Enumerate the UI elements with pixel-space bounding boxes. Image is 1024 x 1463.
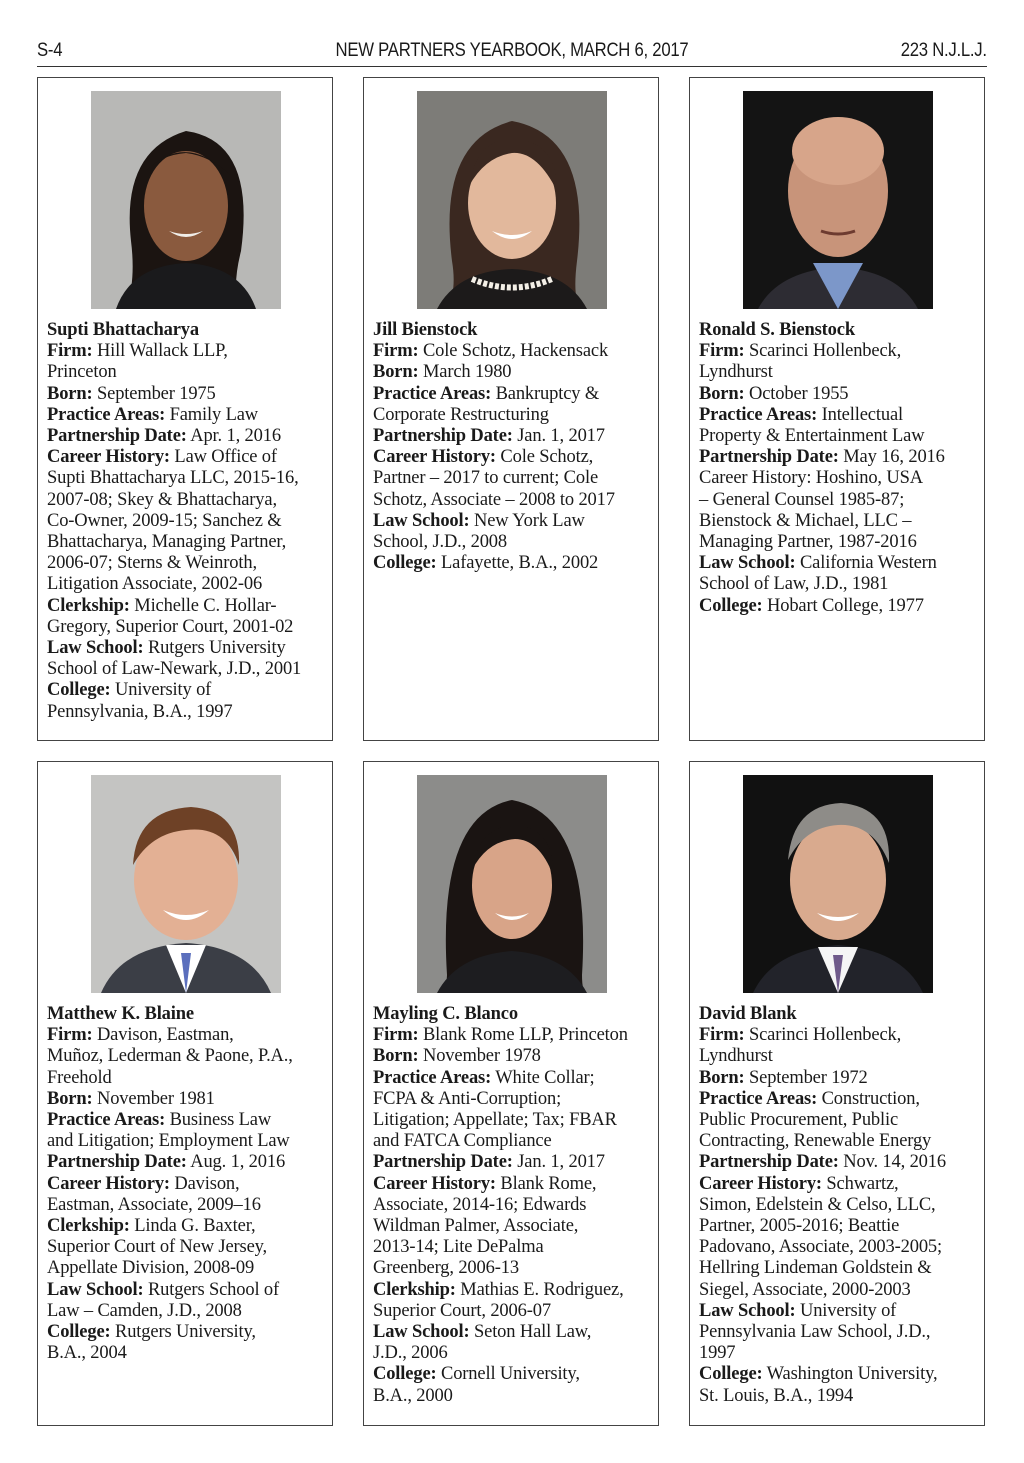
bio-line [47,1258,331,1279]
bio-field-label: College: [699,595,763,616]
bio-line [373,468,657,489]
bio-field-label: Born: [699,1067,745,1088]
bio-line [373,447,657,468]
bio-field-value: Pennsylvania, B.A., 1997 [47,701,233,722]
bio-field-value: Public Procurement, Public [699,1110,899,1131]
page-number: S-4 [37,40,63,61]
bio-line [699,468,983,489]
page-header [37,36,987,67]
bio-field-label: Law School: [47,638,144,659]
portrait-photo [743,91,933,309]
bio-field-label: Law School: [373,1322,470,1343]
bio-field-value: Litigation Associate, 2002-06 [47,574,263,595]
portrait-photo [91,91,281,309]
portrait-photo [417,91,607,309]
bio-field-label: Partnership Date: [373,426,513,447]
bio-field-value: FCPA & Anti-Corruption; [373,1088,562,1109]
portrait-icon [743,91,933,309]
bio-field-value: Appellate Division, 2008-09 [47,1258,255,1279]
bio-line [47,574,331,595]
bio-field-value: Schotz, Associate – 2008 to 2017 [373,489,615,510]
bio-line [47,1131,331,1152]
bio-field-label: College: [699,1364,763,1385]
bio-field-value: Lafayette, B.A., 2002 [436,553,599,574]
bio-field-label: College: [373,553,437,574]
bio-field-value: Hill Wallack LLP, [92,341,228,362]
portrait-icon [91,775,281,993]
bio-field-value: Associate, 2014-16; Edwards [373,1194,587,1215]
bio-field-value: and Litigation; Employment Law [47,1131,290,1152]
bio-field-value: September 1972 [744,1067,868,1088]
bio-field-label: Firm: [699,341,745,362]
bio-field-label: Partnership Date: [699,447,839,468]
bio-field-value: Scarinci Hollenbeck, [744,341,902,362]
bio-field-value: and FATCA Compliance [373,1131,552,1152]
bio-field-label: College: [47,1322,111,1343]
bio-field-value: Cornell University, [436,1364,580,1385]
bio-line [47,1110,331,1131]
profile-card [37,77,333,741]
portrait-icon [743,775,933,993]
bio-field-label: Firm: [47,1025,93,1046]
bio-field-value: – General Counsel 1985-87; [699,489,905,510]
bio-line [699,1089,983,1110]
bio-field-value: Blank Rome LLP, Princeton [418,1025,628,1046]
bio-line [373,1301,657,1322]
bio-line [373,553,657,574]
bio-field-label: Law School: [47,1279,144,1300]
bio-field-value: Seton Hall Law, [469,1322,592,1343]
profile-bio [699,320,983,617]
bio-field-value: Jan. 1, 2017 [512,1152,605,1173]
bio-field-value: Partner – 2017 to current; Cole [373,468,599,489]
bio-line [47,1068,331,1089]
bio-line [47,490,331,511]
portrait-icon [417,91,607,309]
bio-field-value: Rutgers University [143,638,286,659]
bio-field-label: Practice Areas: [47,404,166,425]
bio-field-value: Superior Court, 2006-07 [373,1300,551,1321]
bio-line [699,1216,983,1237]
profile-name: Jill Bienstock [373,320,478,340]
bio-field-value: Construction, [817,1088,920,1109]
profile-bio [47,1004,331,1364]
bio-field-value: Superior Court of New Jersey, [47,1237,267,1258]
bio-line [47,1301,331,1322]
bio-line [47,617,331,638]
bio-field-value: Business Law [165,1110,272,1131]
bio-line [373,511,657,532]
bio-field-value: Gregory, Superior Court, 2001-02 [47,616,294,637]
bio-field-value: Nov. 14, 2016 [838,1152,946,1173]
bio-line [699,1152,983,1173]
journal-citation: 223 N.J.L.J. [900,40,987,61]
bio-field-label: Clerkship: [47,1216,130,1237]
bio-field-value: Rutgers University, [110,1322,256,1343]
bio-line [373,362,657,383]
bio-field-value: Freehold [47,1067,112,1088]
bio-field-value: 2007-08; Skey & Bhattacharya, [47,489,277,510]
bio-line [47,1089,331,1110]
bio-field-label: Partnership Date: [373,1152,513,1173]
bio-line [373,1025,657,1046]
bio-line [47,1025,331,1046]
bio-line [699,384,983,405]
profile-name: Ronald S. Bienstock [699,320,855,340]
bio-line [47,532,331,553]
bio-field-label: Career History: [373,447,496,468]
bio-line [699,574,983,595]
bio-line [699,341,983,362]
bio-line [699,1343,983,1364]
bio-field-value: Co-Owner, 2009-15; Sanchez & [47,510,282,531]
bio-line [373,1131,657,1152]
bio-field-value: B.A., 2004 [47,1343,127,1364]
bio-line [699,1046,983,1067]
bio-field-value: University of [795,1300,897,1321]
bio-line [47,1152,331,1173]
bio-line [699,511,983,532]
bio-line [373,490,657,511]
bio-field-label: Firm: [373,1025,419,1046]
bio-line [373,1258,657,1279]
bio-line [47,702,331,723]
profile-name: Mayling C. Blanco [373,1004,518,1024]
profile-card [689,761,985,1426]
bio-line [373,1386,657,1407]
bio-line [47,553,331,574]
bio-field-label: Practice Areas: [373,383,492,404]
bio-field-value: 1997 [699,1343,736,1364]
bio-line [373,1364,657,1385]
bio-field-value: Greenberg, 2006-13 [373,1258,519,1279]
bio-field-label: Career History: [47,1173,170,1194]
bio-field-value: Career History: Hoshino, USA [699,468,923,489]
bio-field-label: Born: [373,362,419,383]
bio-line [373,405,657,426]
bio-field-label: Partnership Date: [47,426,187,447]
bio-line [699,532,983,553]
profile-name: Matthew K. Blaine [47,1004,194,1024]
bio-field-label: Practice Areas: [699,1088,818,1109]
bio-field-value: Davison, [169,1173,240,1194]
bio-field-value: Law Office of [169,447,277,468]
bio-field-value: Blank Rome, [495,1173,597,1194]
bio-field-value: School of Law-Newark, J.D., 2001 [47,659,302,680]
bio-field-value: Bankruptcy & [491,383,600,404]
bio-line [373,341,657,362]
bio-field-value: J.D., 2006 [373,1343,448,1364]
bio-field-value: Eastman, Associate, 2009–16 [47,1194,261,1215]
profile-name: David Blank [699,1004,797,1024]
bio-line [699,1195,983,1216]
bio-field-value: Muñoz, Lederman & Paone, P.A., [47,1046,293,1067]
bio-line [47,1322,331,1343]
bio-field-value: Washington University, [762,1364,938,1385]
bio-field-value: Law – Camden, J.D., 2008 [47,1300,242,1321]
bio-field-label: Law School: [699,553,796,574]
bio-field-value: October 1955 [744,383,849,404]
bio-line [373,1068,657,1089]
bio-line [373,426,657,447]
bio-line [699,1364,983,1385]
bio-field-value: Scarinci Hollenbeck, [744,1025,902,1046]
bio-field-label: Practice Areas: [373,1067,492,1088]
bio-line [47,638,331,659]
bio-line [699,1110,983,1131]
bio-field-label: Practice Areas: [699,404,818,425]
bio-line [699,426,983,447]
portrait-icon [91,91,281,309]
bio-field-value: Family Law [165,404,259,425]
bio-field-value: Hellring Lindeman Goldstein & [699,1258,932,1279]
bio-field-label: Career History: [699,1173,822,1194]
bio-field-label: Born: [47,1088,93,1109]
bio-line [699,1280,983,1301]
bio-line [373,1152,657,1173]
bio-field-label: Practice Areas: [47,1110,166,1131]
bio-line [699,405,983,426]
bio-line [47,680,331,701]
bio-field-label: Clerkship: [47,595,130,616]
bio-field-value: March 1980 [418,362,512,383]
profile-card [37,761,333,1426]
bio-field-value: Wildman Palmer, Associate, [373,1216,579,1237]
bio-line [373,1322,657,1343]
bio-line [373,1174,657,1195]
bio-line [47,659,331,680]
profile-card [689,77,985,741]
bio-line [47,384,331,405]
bio-line [47,426,331,447]
bio-field-label: Career History: [373,1173,496,1194]
bio-line [373,1280,657,1301]
bio-field-value: 2006-07; Sterns & Weinroth, [47,553,257,574]
profile-bio [373,320,657,574]
bio-field-label: Clerkship: [373,1279,456,1300]
bio-line [699,1386,983,1407]
bio-line [373,1343,657,1364]
bio-line [699,362,983,383]
bio-field-label: Partnership Date: [47,1152,187,1173]
bio-line [699,1131,983,1152]
bio-field-value: Simon, Edelstein & Celso, LLC, [699,1194,936,1215]
bio-line [373,532,657,553]
bio-line [699,1025,983,1046]
bio-line [373,1089,657,1110]
bio-field-value: University of [110,680,212,701]
bio-field-label: Firm: [47,341,93,362]
bio-field-value: Padovano, Associate, 2003-2005; [699,1237,943,1258]
bio-field-value: Intellectual [817,404,903,425]
profile-card [363,77,659,741]
portrait-photo [743,775,933,993]
bio-line [373,1046,657,1067]
bio-line [47,405,331,426]
portrait-photo [417,775,607,993]
bio-line [47,1237,331,1258]
profile-card [363,761,659,1426]
bio-line [47,1216,331,1237]
bio-line [47,1195,331,1216]
bio-field-value: New York Law [469,510,585,531]
bio-field-value: Michelle C. Hollar- [129,595,277,616]
bio-line [373,1216,657,1237]
bio-line [47,447,331,468]
bio-field-value: Bienstock & Michael, LLC – [699,510,912,531]
bio-line [699,1174,983,1195]
bio-field-value: May 16, 2016 [838,447,945,468]
bio-line [47,596,331,617]
bio-line [699,1258,983,1279]
bio-line [699,553,983,574]
bio-line [373,384,657,405]
bio-field-value: Schwartz, [821,1173,899,1194]
bio-line [699,490,983,511]
bio-field-value: Contracting, Renewable Energy [699,1131,932,1152]
bio-line [47,362,331,383]
bio-field-value: Bhattacharya, Managing Partner, [47,532,287,553]
bio-field-value: Cole Schotz, [495,447,594,468]
bio-field-value: 2013-14; Lite DePalma [373,1237,544,1258]
bio-line [47,341,331,362]
bio-field-value: Linda G. Baxter, [129,1216,256,1237]
bio-line [699,1068,983,1089]
bio-field-value: Supti Bhattacharya LLC, 2015-16, [47,468,299,489]
bio-line [699,1237,983,1258]
bio-line [47,468,331,489]
bio-field-value: School of Law, J.D., 1981 [699,574,889,595]
bio-line [47,1343,331,1364]
bio-line [699,1322,983,1343]
bio-field-label: Law School: [699,1300,796,1321]
bio-field-value: Davison, Eastman, [92,1025,234,1046]
bio-field-value: Property & Entertainment Law [699,426,925,447]
bio-field-value: St. Louis, B.A., 1994 [699,1385,854,1406]
bio-field-label: Partnership Date: [699,1152,839,1173]
bio-field-value: Mathias E. Rodriguez, [455,1279,624,1300]
bio-field-value: Rutgers School of [143,1279,280,1300]
bio-field-value: Siegel, Associate, 2000-2003 [699,1279,911,1300]
bio-line [47,511,331,532]
bio-line [699,447,983,468]
bio-line [373,1110,657,1131]
bio-field-value: Lyndhurst [699,362,773,383]
bio-field-value: September 1975 [92,383,216,404]
bio-field-value: Lyndhurst [699,1046,773,1067]
bio-field-value: Corporate Restructuring [373,404,549,425]
bio-field-label: Law School: [373,510,470,531]
bio-field-value: Jan. 1, 2017 [512,426,605,447]
bio-field-value: November 1978 [418,1046,541,1067]
bio-line [47,1280,331,1301]
bio-field-label: Career History: [47,447,170,468]
bio-field-value: Managing Partner, 1987-2016 [699,532,917,553]
bio-field-value: Pennsylvania Law School, J.D., [699,1322,931,1343]
bio-field-value: School, J.D., 2008 [373,532,507,553]
bio-field-value: Partner, 2005-2016; Beattie [699,1216,900,1237]
bio-field-value: B.A., 2000 [373,1385,453,1406]
bio-line [699,596,983,617]
bio-field-value: Litigation; Appellate; Tax; FBAR [373,1110,617,1131]
bio-line [47,1046,331,1067]
bio-field-value: November 1981 [92,1088,215,1109]
bio-field-label: Firm: [699,1025,745,1046]
bio-field-value: Hobart College, 1977 [762,595,924,616]
bio-line [47,1174,331,1195]
bio-field-value: Cole Schotz, Hackensack [418,341,609,362]
bio-field-value: Princeton [47,362,117,383]
bio-line [373,1237,657,1258]
bio-field-label: Born: [373,1046,419,1067]
publication-title: NEW PARTNERS YEARBOOK, MARCH 6, 2017 [335,40,689,61]
bio-field-value: White Collar; [491,1067,595,1088]
bio-field-label: Born: [699,383,745,404]
profile-name: Supti Bhattacharya [47,320,200,340]
profile-bio [47,320,331,723]
bio-field-value: Apr. 1, 2016 [186,426,281,447]
profile-bio [373,1004,657,1407]
portrait-icon [417,775,607,993]
bio-field-value: Aug. 1, 2016 [186,1152,286,1173]
bio-line [699,1301,983,1322]
bio-line [373,1195,657,1216]
bio-field-label: College: [47,680,111,701]
bio-field-label: College: [373,1364,437,1385]
bio-field-value: California Western [795,553,937,574]
profile-bio [699,1004,983,1407]
bio-field-label: Firm: [373,341,419,362]
bio-field-label: Born: [47,383,93,404]
portrait-photo [91,775,281,993]
